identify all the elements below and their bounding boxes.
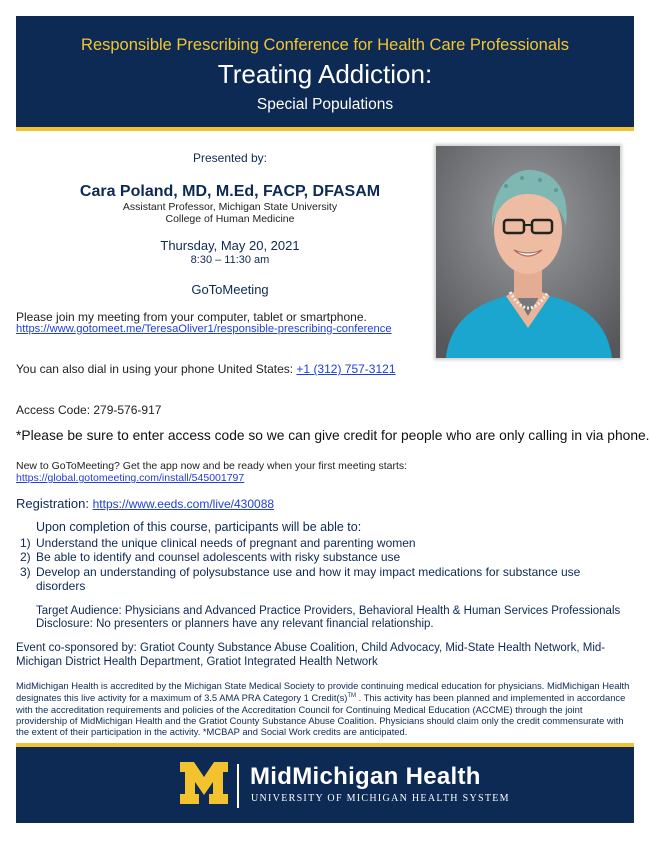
cosponsors: Event co-sponsored by: Gratiot County Substance Abuse Coalition, Child Advocacy, Mid-State Health Network, Mid- Michigan District Health Department, Gratiot Integrated Health Network [16, 642, 606, 668]
speaker-photo [436, 146, 620, 358]
event-date: Thursday, May 20, 2021 [160, 238, 300, 253]
access-code-reminder: *Please be sure to enter access code so we can give credit for people who are only calling in via phone. [16, 428, 650, 443]
footer-divider [237, 764, 239, 808]
registration-line [16, 496, 274, 511]
objective-item [20, 550, 600, 564]
presented-by-label: Presented by: [192, 151, 268, 165]
conference-title: Responsible Prescribing Conference for Health Care Professionals [81, 36, 569, 54]
footer-org-subtitle: UNIVERSITY OF MICHIGAN HEALTH SYSTEM [251, 793, 510, 804]
event-time: 8:30 – 11:30 am [190, 254, 270, 266]
accreditation-text-continued: . This activity has been planned and implemented in accordance with the accreditation requirements and policies of the Accreditation Council for Continuing Medical Education (ACCME) through the joint providership of MidMichigan Health and the Gratiot County Substance Abuse Coalition. Physicians should claim only the credit commensurate with the extent of their participation in the activity. *MCBAP and Social Work credits are anticipated. [16, 692, 626, 737]
main-title: Treating Addiction: [217, 59, 433, 89]
target-audience: Target Audience: Physicians and Advanced Practice Providers, Behavioral Health & Human Services Professionals [36, 605, 621, 617]
outcomes-intro: Upon completion of this course, participants will be able to: [36, 520, 362, 534]
meeting-join-link[interactable]: https://www.gotomeet.me/TeresaOliver1/responsible-prescribing-conference [16, 323, 392, 335]
new-user-note: New to GoToMeeting? Get the app now and be ready when your first meeting starts: [16, 460, 408, 472]
objective-text: Develop an understanding of polysubstance use and how it may impact medications for substance use disorders [36, 565, 581, 593]
trademark-mark: TM [347, 693, 357, 700]
app-install-link[interactable]: https://global.gotomeeting.com/install/545001797 [16, 472, 245, 484]
registration-label: Registration: [16, 496, 89, 511]
speaker-role: Assistant Professor, Michigan State University [122, 201, 338, 213]
objective-number: 2) [20, 550, 31, 564]
block-m-logo [180, 762, 228, 804]
speaker-name: Cara Poland, MD, M.Ed, FACP, DFASAM [79, 183, 381, 200]
speaker-college: College of Human Medicine [165, 213, 295, 225]
objective-text: Understand the unique clinical needs of pregnant and parenting women [36, 536, 416, 550]
sub-title: Special Populations [256, 96, 394, 113]
footer-org-name: MidMichigan Health [250, 763, 481, 790]
objective-item [20, 565, 600, 593]
meeting-platform: GoToMeeting [191, 282, 269, 297]
access-code: Access Code: 279-576-917 [16, 403, 162, 417]
dial-in-phone-link[interactable]: +1 (312) 757-3121 [296, 362, 396, 376]
objective-item [20, 536, 600, 550]
accreditation-statement [16, 680, 632, 737]
header-gold-rule [16, 127, 634, 131]
dial-in-text: You can also dial in using your phone United States: [16, 362, 294, 376]
objective-number: 3) [20, 565, 31, 579]
join-instructions: Please join my meeting from your computer, tablet or smartphone. [16, 310, 367, 324]
accreditation-text: MidMichigan Health is accredited by the Michigan State Medical Society to provide continuing medical education for physicians. MidMichigan Health designates this live activity for a maximum of 3.5 AMA PRA Category 1 Credit(s) [16, 680, 630, 704]
registration-link[interactable]: https://www.eeds.com/live/430088 [92, 497, 275, 511]
objective-text: Be able to identify and counsel adolescents with risky substance use [36, 550, 401, 564]
objective-number: 1) [20, 536, 31, 550]
disclosure: Disclosure: No presenters or planners have any relevant financial relationship. [36, 618, 434, 630]
dial-in-line [16, 362, 396, 376]
